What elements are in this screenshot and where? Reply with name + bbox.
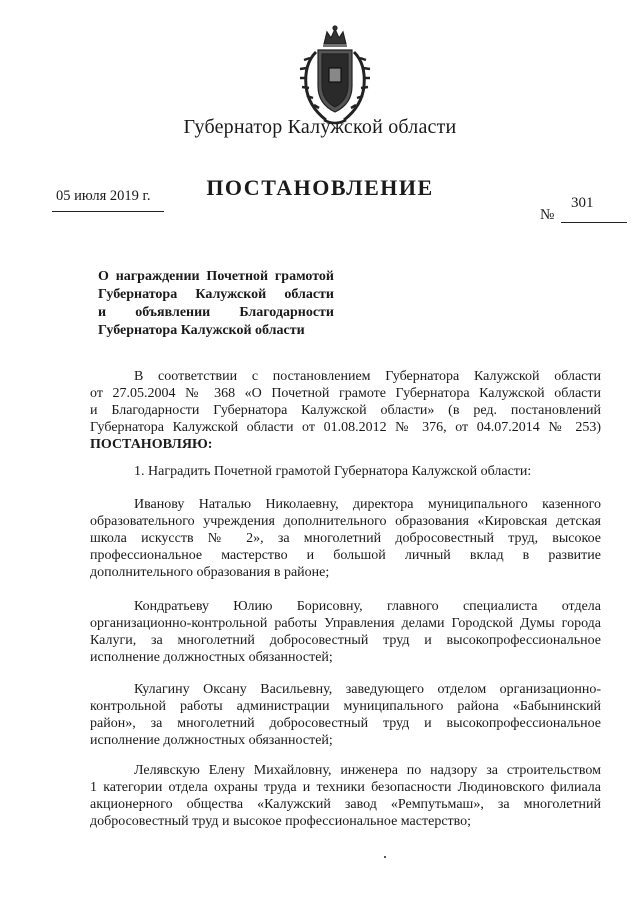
awardee-line: школа искусств № 2», за многолетний добросовестный труд, высокое — [90, 531, 601, 546]
scan-speck — [384, 856, 386, 858]
preamble-paragraph — [90, 368, 601, 453]
awardee-line: акционерного общества «Калужский завод «Ремпутьмаш», за многолетний — [90, 797, 601, 812]
awardee-line: Иванову Наталью Николаевну, директора муниципального казенного — [134, 497, 601, 512]
awardee-line: добросовестный труд и высокое профессиональное мастерство; — [90, 814, 472, 829]
document-date: 05 июля 2019 г. — [56, 188, 151, 204]
awardee-line: организационно-контрольной работы Управления делами Городской Думы города — [90, 616, 601, 631]
awardee-paragraph — [90, 762, 601, 830]
subject-line: О награждении Почетной грамотой — [98, 269, 334, 284]
awardee-line: исполнение должностных обязанностей; — [90, 650, 333, 665]
document-type-title: ПОСТАНОВЛЕНИЕ — [206, 175, 434, 200]
preamble-line: от 27.05.2004 № 368 «О Почетной грамоте Губернатора Калужской области — [90, 386, 601, 401]
awardee-line: образовательного учреждения дополнительного образования «Кировская детская — [90, 514, 601, 529]
preamble-line: и Благодарности Губернатора Калужской области» (в ред. постановлений — [90, 403, 601, 418]
awardee-line: Кулагину Оксану Васильевну, заведующего отделом организационно- — [134, 682, 601, 697]
coat-of-arms-emblem — [296, 24, 374, 130]
awardee-line: исполнение должностных обязанностей; — [90, 733, 333, 748]
subject-line: и объявлении Благодарности — [98, 305, 334, 320]
awardee-line: район», за многолетний добросовестный труд и высокопрофессиональное — [90, 716, 601, 731]
awardee-paragraph — [90, 681, 601, 749]
awardee-paragraph — [90, 496, 601, 581]
awardee-paragraph — [90, 598, 601, 666]
date-underline — [52, 211, 164, 212]
clause-1-text: 1. Наградить Почетной грамотой Губернатора Калужской области: — [134, 464, 532, 479]
document-subject — [98, 268, 334, 340]
number-sign: № — [540, 207, 555, 223]
preamble-line: В соответствии с постановлением Губернатора Калужской области — [134, 369, 601, 384]
awardee-line: Калуги, за многолетний добросовестный труд и высокопрофессиональное — [90, 633, 601, 648]
governor-title: Губернатор Калужской области — [183, 116, 457, 138]
number-underline — [561, 222, 627, 223]
awardee-line: 1 категории отдела охраны труда и техники безопасности Людиновского филиала — [90, 780, 601, 795]
subject-line: Губернатора Калужской области — [98, 287, 334, 302]
awardee-line: дополнительного образования в районе; — [90, 565, 330, 580]
awardee-line: профессиональное мастерство и большой личный вклад в развитие — [90, 548, 601, 563]
clause-1 — [90, 463, 601, 480]
preamble-line: Губернатора Калужской области от 01.08.2012 № 376, от 04.07.2014 № 253) — [90, 420, 601, 435]
resolve-word: ПОСТАНОВЛЯЮ: — [90, 437, 213, 452]
awardee-line: Лелявскую Елену Михайловну, инженера по надзору за строительством — [134, 763, 601, 778]
awardee-line: Кондратьеву Юлию Борисовну, главного специалиста отдела — [134, 599, 601, 614]
subject-line: Губернатора Калужской области — [98, 323, 305, 338]
awardee-line: контрольной работы администрации муниципального района «Бабынинский — [90, 699, 601, 714]
document-number: 301 — [571, 195, 594, 211]
